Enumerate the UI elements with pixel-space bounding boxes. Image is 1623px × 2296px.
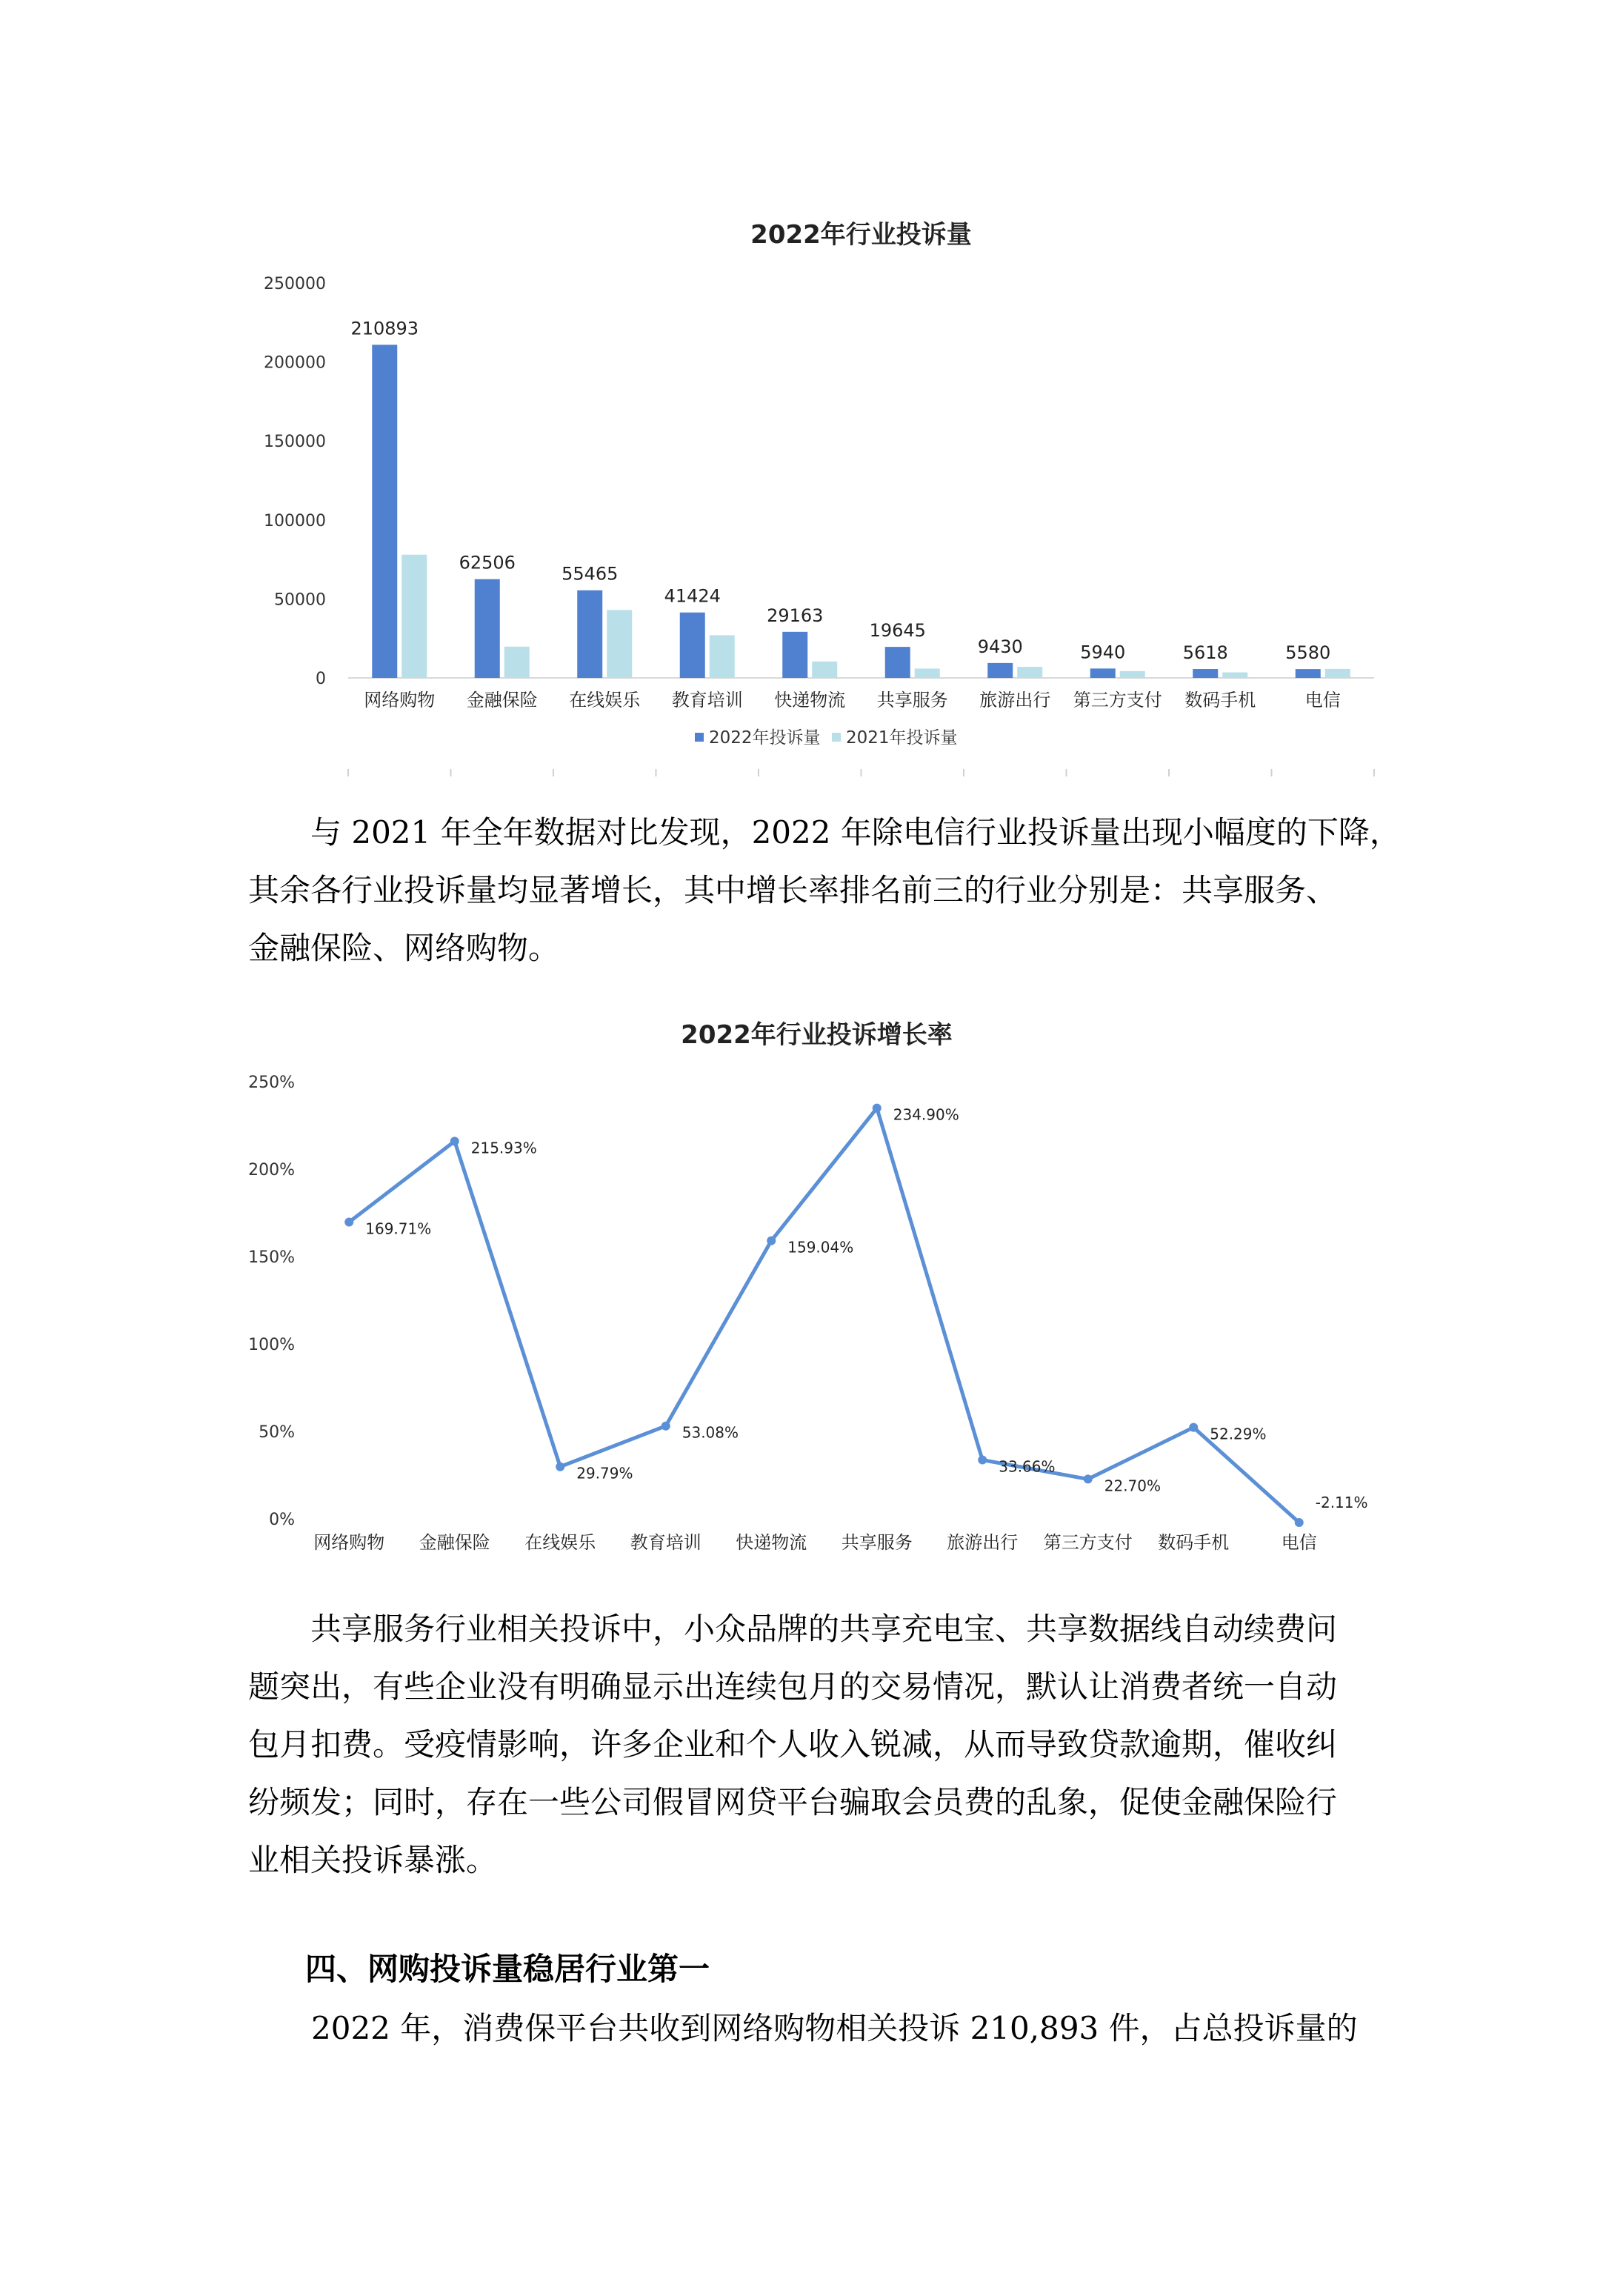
bar-data-label: 19645 [869,620,926,642]
bar-data-label: 5940 [1080,642,1126,663]
data-point [556,1463,564,1471]
x-category-label: 第三方支付 [1073,690,1162,711]
data-label: 22.70% [1104,1477,1162,1495]
paragraph-line: 金融保险、网络购物。 [248,930,560,966]
y-tick-label: 100% [248,1336,295,1354]
data-label: 234.90% [893,1105,959,1124]
x-category-label: 金融保险 [419,1532,490,1553]
data-label: 52.29% [1210,1425,1267,1443]
paragraph-comparison [248,804,1401,977]
data-point [767,1237,776,1245]
legend-entry: 2021年投诉量 [846,728,958,748]
bar-2022 [475,579,500,678]
legend-entry: 2022年投诉量 [709,728,821,748]
legend-swatch [832,733,841,742]
bar-2021 [1222,673,1247,678]
bar-2021 [1325,669,1350,678]
bar-2021 [812,662,837,678]
data-point [1084,1474,1093,1483]
x-category-label: 第三方支付 [1043,1532,1133,1553]
paragraph-line: 共享服务行业相关投诉中，小众品牌的共享充电宝、共享数据线自动续费问 [310,1611,1338,1647]
x-category-label: 网络购物 [364,690,436,711]
y-tick-label: 250000 [264,275,326,293]
y-tick-label: 150000 [264,433,326,452]
data-point [450,1137,459,1145]
bar-data-label: 41424 [664,585,721,607]
bar-2021 [915,668,940,678]
data-label: -2.11% [1315,1493,1368,1511]
paragraph-online-shopping: 2022 年，消费保平台共收到网络购物相关投诉 210,893 件，占总投诉量的 [311,2010,1358,2046]
y-tick-label: 200000 [264,353,326,373]
paragraph-line: 其余各行业投诉量均显著增长，其中增长率排名前三的行业分别是：共享服务、 [248,872,1338,908]
paragraph-line: 题突出，有些企业没有明确显示出连续包月的交易情况，默认让消费者统一自动 [248,1668,1338,1705]
bar-data-label: 5618 [1182,642,1228,664]
data-point [978,1456,987,1465]
data-point [873,1104,882,1113]
bar-2021 [504,647,530,678]
x-category-label: 旅游出行 [979,690,1051,711]
data-point [1295,1518,1304,1527]
data-label: 169.71% [365,1219,432,1238]
data-label: 159.04% [787,1238,854,1257]
chart-title: 2022年行业投诉增长率 [681,1020,953,1050]
y-tick-label: 50% [259,1423,295,1442]
x-category-label: 教育培训 [630,1532,701,1553]
bar-2022 [1090,668,1116,678]
paragraph-line: 与 2021 年全年数据对比发现，2022 年除电信行业投诉量出现小幅度的下降， [310,814,1401,851]
y-tick-label: 0 [316,670,326,688]
data-label: 215.93% [470,1139,537,1157]
bar-2021 [1017,667,1042,678]
complaint-volume-chart [0,207,1623,800]
legend-swatch [695,733,704,742]
complaint-volume-svg [0,207,1623,800]
x-category-label: 金融保险 [466,690,538,711]
chart-title: 2022年行业投诉量 [750,220,972,250]
x-category-label: 快递物流 [774,690,846,711]
growth-rate-svg [0,1008,1623,1571]
x-category-label: 网络购物 [313,1532,385,1553]
data-point [1189,1423,1198,1432]
y-tick-label: 250% [248,1074,295,1092]
data-point [661,1422,670,1431]
x-category-label: 快递物流 [736,1532,807,1553]
y-tick-label: 150% [248,1248,295,1267]
y-tick-label: 200% [248,1161,295,1179]
bar-data-label: 9430 [977,636,1023,657]
y-tick-label: 0% [269,1511,295,1529]
bar-data-label: 5580 [1285,642,1331,664]
bar-data-label: 55465 [561,563,619,585]
x-category-label: 数码手机 [1158,1532,1230,1553]
growth-rate-chart [0,1008,1623,1571]
x-category-label: 在线娱乐 [569,690,641,711]
growth-rate-line [349,1105,1299,1523]
bar-2021 [710,635,735,678]
x-category-label: 共享服务 [876,690,948,711]
x-category-label: 数码手机 [1184,690,1256,711]
bar-2022 [1296,669,1321,678]
y-tick-label: 50000 [274,590,326,610]
bar-2021 [401,555,427,678]
x-category-label: 共享服务 [841,1532,913,1553]
bar-data-label: 29163 [767,605,824,626]
x-category-label: 电信 [1281,1532,1317,1553]
x-category-label: 电信 [1304,690,1341,711]
bar-2022 [372,345,397,678]
data-label: 33.66% [999,1457,1056,1476]
x-category-label: 在线娱乐 [524,1532,596,1553]
bar-2021 [1120,671,1145,678]
bar-2021 [607,610,632,678]
bar-2022 [680,613,705,678]
paragraph-line: 业相关投诉暴涨。 [248,1842,498,1878]
bar-data-label: 62506 [459,552,516,573]
section-heading: 四、网购投诉量稳居行业第一 [305,1951,710,1987]
paragraph-line: 包月扣费。受疫情影响，许多企业和个人收入锐减，从而导致贷款逾期，催收纠 [248,1726,1338,1763]
x-category-label: 旅游出行 [947,1532,1019,1553]
x-category-label: 教育培训 [671,690,743,711]
bar-data-label: 210893 [350,318,419,339]
data-label: 53.08% [681,1423,739,1442]
paragraph-sharing-services [248,1600,1393,1889]
bar-2022 [782,632,807,678]
bar-2022 [1193,669,1218,678]
bar-2022 [987,663,1013,678]
bar-2022 [885,647,910,678]
paragraph-line: 纷频发；同时，存在一些公司假冒网贷平台骗取会员费的乱象，促使金融保险行 [248,1784,1338,1820]
y-tick-label: 100000 [264,511,326,530]
bar-2022 [577,590,602,678]
data-point [344,1217,353,1226]
data-label: 29.79% [576,1464,633,1483]
